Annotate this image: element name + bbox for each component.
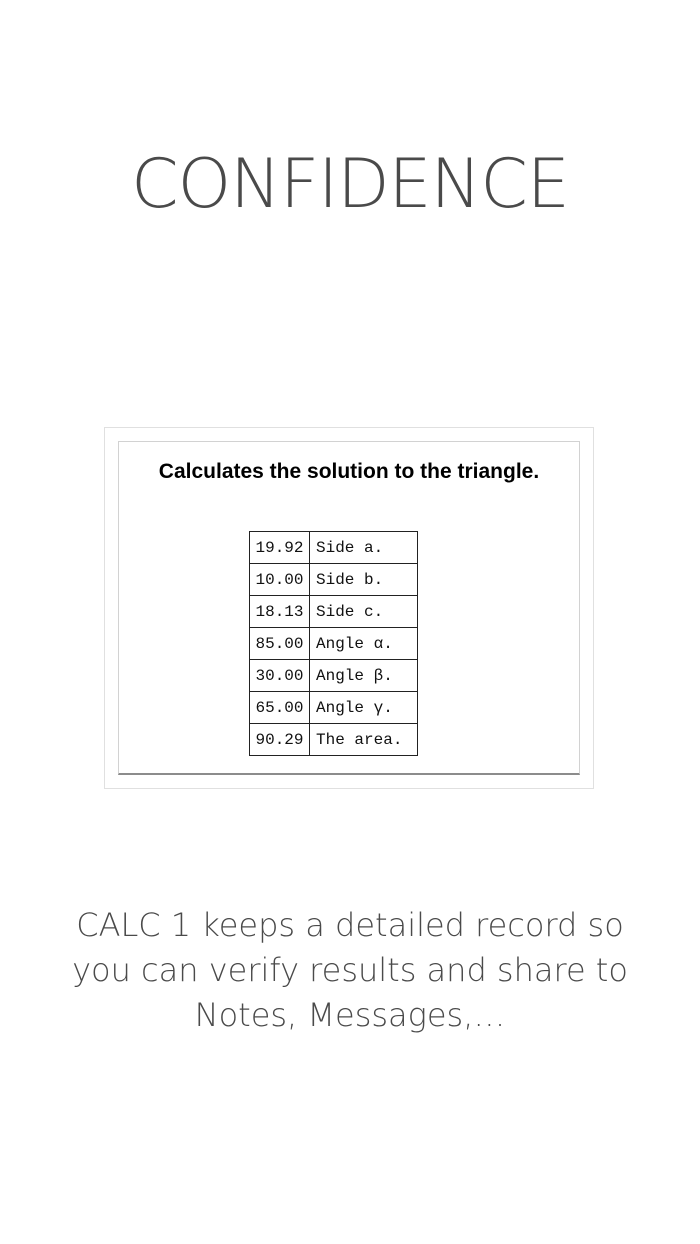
side-a-label: Side a. — [310, 532, 418, 564]
results-table — [249, 531, 418, 756]
headline: CONFIDENCE — [131, 145, 569, 224]
screenshot-card — [104, 427, 594, 789]
table-row — [250, 596, 418, 628]
angle-gamma-value: 65.00 — [250, 692, 310, 724]
area-label: The area. — [310, 724, 418, 756]
record-title: Calculates the solution to the triangle. — [158, 460, 540, 483]
angle-gamma-label: Angle γ. — [310, 692, 418, 724]
angle-alpha-value: 85.00 — [250, 628, 310, 660]
side-a-value: 19.92 — [250, 532, 310, 564]
table-row — [250, 660, 418, 692]
table-row — [250, 692, 418, 724]
angle-alpha-label: Angle α. — [310, 628, 418, 660]
description-text: CALC 1 keeps a detailed record so you can verify results and share to Notes, Messages,… — [72, 906, 628, 1034]
side-b-label: Side b. — [310, 564, 418, 596]
table-row — [250, 628, 418, 660]
table-row — [250, 532, 418, 564]
table-row — [250, 564, 418, 596]
side-c-value: 18.13 — [250, 596, 310, 628]
table-row — [250, 724, 418, 756]
side-c-label: Side c. — [310, 596, 418, 628]
record-panel — [118, 441, 580, 775]
angle-beta-value: 30.00 — [250, 660, 310, 692]
angle-beta-label: Angle β. — [310, 660, 418, 692]
side-b-value: 10.00 — [250, 564, 310, 596]
area-value: 90.29 — [250, 724, 310, 756]
